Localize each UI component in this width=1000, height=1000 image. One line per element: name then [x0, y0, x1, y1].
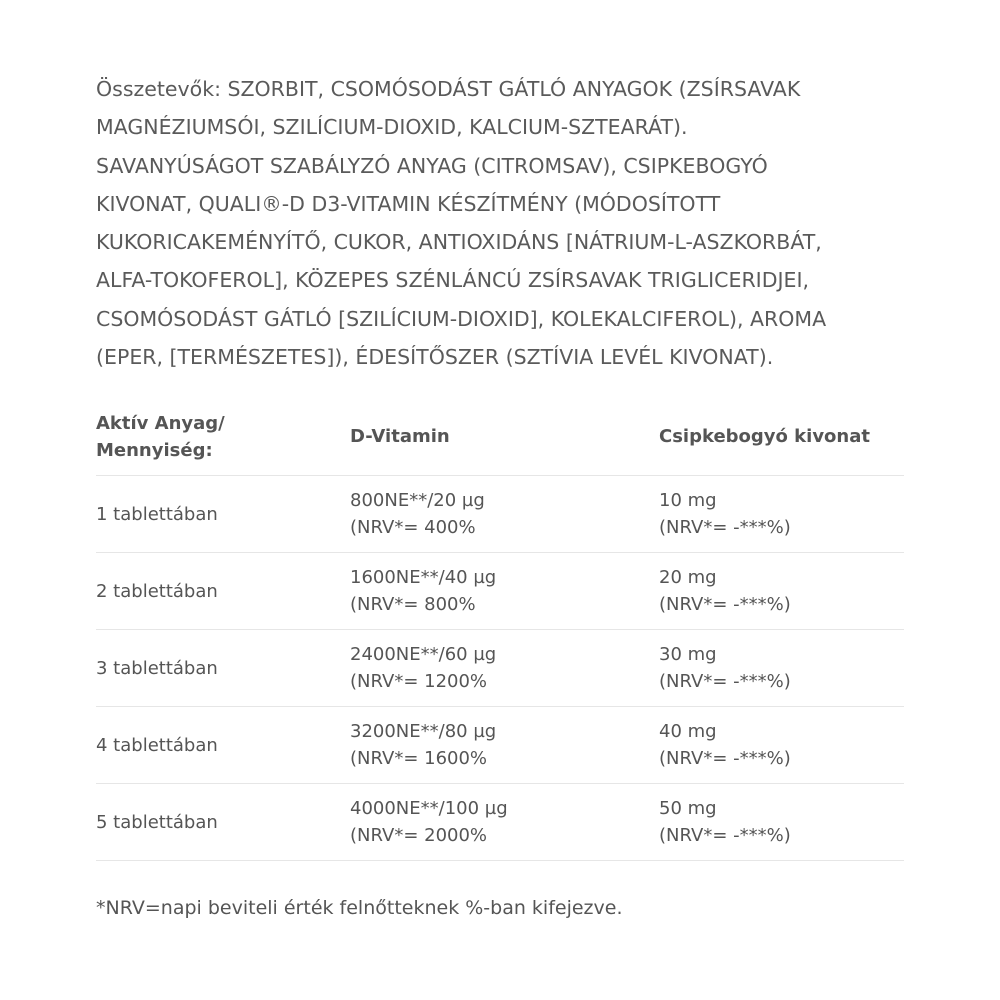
vitamin-d-nrv: (NRV*= 2000% — [350, 825, 488, 846]
rosehip-nrv: (NRV*= -***%) — [659, 825, 791, 846]
rosehip-amount: 50 mg — [659, 798, 717, 819]
ingredients-line: KUKORICAKEMÉNYÍTŐ, CUKOR, ANTIOXIDÁNS [NÁTRIUM-L-ASZKORBÁT, — [96, 230, 822, 255]
vitamin-d-cell — [350, 553, 659, 630]
rosehip-cell — [659, 476, 904, 553]
vitamin-d-cell — [350, 707, 659, 784]
vitamin-d-nrv: (NRV*= 400% — [350, 517, 476, 538]
ingredients-line: MAGNÉZIUMSÓI, SZILÍCIUM-DIOXID, KALCIUM-SZTEARÁT). — [96, 115, 688, 140]
table-row — [96, 476, 904, 553]
rosehip-cell — [659, 553, 904, 630]
rosehip-nrv: (NRV*= -***%) — [659, 594, 791, 615]
ingredients-line: Összetevők: SZORBIT, CSOMÓSODÁST GÁTLÓ ANYAGOK (ZSÍRSAVAK — [96, 77, 801, 101]
table-row — [96, 707, 904, 784]
vitamin-d-amount: 800NE**/20 µg — [350, 490, 485, 511]
vitamin-d-cell — [350, 630, 659, 707]
vitamin-d-amount: 1600NE**/40 µg — [350, 567, 497, 588]
row-label: 5 tablettában — [96, 784, 350, 861]
ingredients-text — [96, 70, 926, 376]
row-label: 4 tablettában — [96, 707, 350, 784]
rosehip-cell — [659, 707, 904, 784]
table-row — [96, 630, 904, 707]
ingredients-line: KIVONAT, QUALI®-D D3-VITAMIN KÉSZÍTMÉNY (MÓDOSÍTOTT — [96, 191, 721, 216]
header-vitamin-d: D-Vitamin — [350, 398, 659, 476]
header-rosehip-extract: Csipkebogyó kivonat — [659, 398, 904, 476]
nutrition-table — [96, 398, 904, 861]
rosehip-cell — [659, 784, 904, 861]
nrv-footnote: *NRV=napi beviteli érték felnőtteknek %-ban kifejezve. — [96, 897, 623, 919]
rosehip-amount: 10 mg — [659, 490, 717, 511]
vitamin-d-nrv: (NRV*= 1600% — [350, 748, 488, 769]
header-active-ingredient — [96, 398, 350, 476]
header-active-ingredient-line1: Aktív Anyag/ — [96, 412, 225, 434]
rosehip-amount: 20 mg — [659, 567, 717, 588]
ingredients-line: CSOMÓSODÁST GÁTLÓ [SZILÍCIUM-DIOXID], KOLEKALCIFEROL), AROMA — [96, 306, 827, 331]
vitamin-d-cell — [350, 476, 659, 553]
row-label: 3 tablettában — [96, 630, 350, 707]
rosehip-cell — [659, 630, 904, 707]
rosehip-amount: 30 mg — [659, 644, 717, 665]
table-row — [96, 553, 904, 630]
header-active-ingredient-line2: Mennyiség: — [96, 439, 213, 461]
ingredients-line: (EPER, [TERMÉSZETES]), ÉDESÍTŐSZER (SZTÍVIA LEVÉL KIVONAT). — [96, 345, 774, 370]
row-label: 1 tablettában — [96, 476, 350, 553]
row-label: 2 tablettában — [96, 553, 350, 630]
vitamin-d-nrv: (NRV*= 800% — [350, 594, 476, 615]
ingredients-line: ALFA-TOKOFEROL], KÖZEPES SZÉNLÁNCÚ ZSÍRSAVAK TRIGLICERIDJEI, — [96, 268, 810, 293]
vitamin-d-amount: 4000NE**/100 µg — [350, 798, 508, 819]
rosehip-nrv: (NRV*= -***%) — [659, 671, 791, 692]
vitamin-d-nrv: (NRV*= 1200% — [350, 671, 488, 692]
vitamin-d-amount: 3200NE**/80 µg — [350, 721, 497, 742]
vitamin-d-amount: 2400NE**/60 µg — [350, 644, 497, 665]
rosehip-nrv: (NRV*= -***%) — [659, 517, 791, 538]
table-row — [96, 784, 904, 861]
vitamin-d-cell — [350, 784, 659, 861]
rosehip-amount: 40 mg — [659, 721, 717, 742]
ingredients-line: SAVANYÚSÁGOT SZABÁLYZÓ ANYAG (CITROMSAV), CSIPKEBOGYÓ — [96, 153, 768, 178]
rosehip-nrv: (NRV*= -***%) — [659, 748, 791, 769]
table-header-row — [96, 398, 904, 476]
